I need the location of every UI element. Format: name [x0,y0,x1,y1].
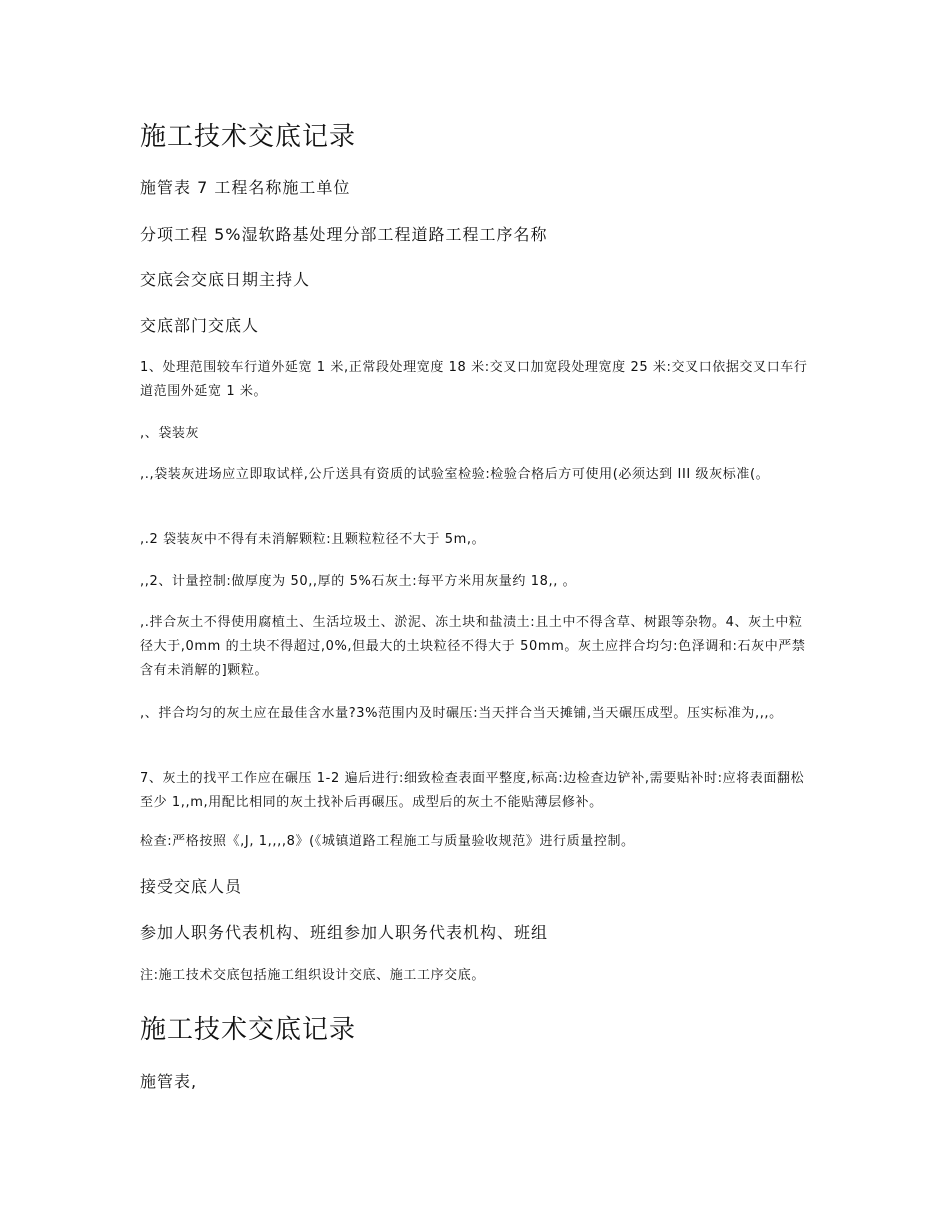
receivers-label: 接受交底人员 [140,877,243,896]
paragraph-bagged-lime: ,、袋装灰 [140,426,200,441]
paragraph-lime-sampling: ,.,袋装灰进场应立即取试样,公斤送具有资质的试验室检验:检验合格后方可使用(必须达到 III 级灰标准(。 [140,467,770,482]
paragraph-leveling: 7、灰土的找平工作应在碾压 1-2 遍后进行:细致检查表面平整度,标高:边检查边铲补,需要贴补时:应将表面翻松至少 1,,m,用配比相同的灰土找补后再碾压。成型后的灰土不能贴薄层修补。 [140,771,805,810]
header-line-meeting: 交底会交底日期主持人 [140,270,311,289]
paragraph-compaction: ,、拌合均匀的灰土应在最佳含水量?3%范围内及时碾压:当天拌合当天摊铺,当天碾压成型。压实标准为,,,。 [140,706,783,721]
paragraph-range: 1、处理范围较车行道外延宽 1 米,正常段处理宽度 18 米:交叉口加宽段处理宽度 25 米:交叉口依据交叉口车行道范围外延宽 1 米。 [140,360,808,399]
document-title: 施工技术交底记录 [140,122,357,152]
header-line-subproject: 分项工程 5%湿软路基处理分部工程道路工程工序名称 [140,225,548,244]
header-line-form-project: 施管表 7 工程名称施工单位 [140,178,351,197]
participants-header: 参加人职务代表机构、班组参加人职务代表机构、班组 [140,923,549,942]
paragraph-inspection: 检查:严格按照《,J, 1,,,,8》(《城镇道路工程施工与质量验收规范》进行质量控制。 [140,834,635,849]
note-text: 注:施工技术交底包括施工组织设计交底、施工工序交底。 [140,968,485,983]
paragraph-metering: ,,2、计量控制:做厚度为 50,,厚的 5%石灰土:每平方米用灰量约 18,, 。 [140,574,577,589]
paragraph-lime-particles: ,.2 袋装灰中不得有未消解颗粒:且颗粒粒径不大于 5m,。 [140,532,486,547]
header-line-department: 交底部门交底人 [140,316,260,335]
document-title-second: 施工技术交底记录 [140,1015,357,1045]
paragraph-mixing-soil: ,.拌合灰土不得使用腐植土、生活垃圾土、淤泥、冻土块和盐渍土:且土中不得含草、树跟等杂物。4、灰土中粒径大于,0mm 的土块不得超过,0%,但最大的土块粒径不得大于 50mm。灰土应拌合均匀:色泽调和:石灰中严禁含有未消解的]颗粒。 [140,615,806,678]
footer-line-form: 施管表, [140,1072,198,1091]
